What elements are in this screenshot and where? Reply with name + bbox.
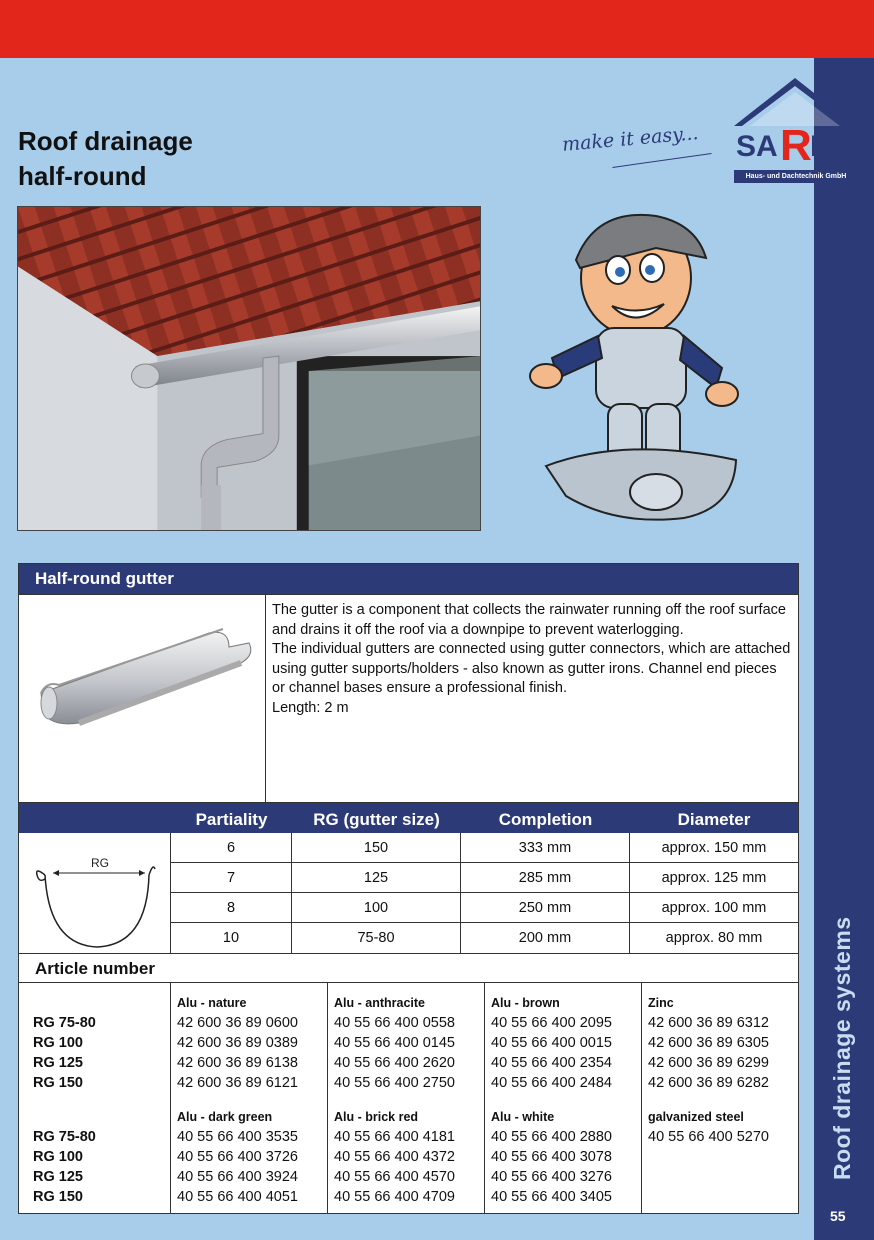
article-number: 42 600 36 89 6299 [648,1055,769,1071]
spec-completion: 333 mm [461,833,630,862]
article-number: 40 55 66 400 4181 [334,1129,455,1145]
article-number: 40 55 66 400 4051 [177,1189,298,1205]
article-column-4 [642,983,798,1213]
product-table [18,563,799,1214]
logo-text-right: EI [810,130,839,163]
article-number: 40 55 66 400 2354 [491,1055,612,1071]
slogan: make it easy... [561,122,700,156]
spec-rg: 150 [292,833,461,862]
article-number: 40 55 66 400 2620 [334,1055,455,1071]
article-number: 42 600 36 89 6305 [648,1035,769,1051]
title-line-1: Roof drainage [18,126,193,156]
diagram-label-rg: RG [91,856,109,870]
gutter-profile-diagram-cell [19,833,171,953]
variant-title: Alu - anthracite [334,996,425,1010]
article-number: 40 55 66 400 3405 [491,1189,612,1205]
logo-subtitle: Haus- und Dachtechnik GmbH [734,170,858,183]
article-size-column [19,983,171,1213]
article-number-header: Article number [19,953,798,983]
article-column-2 [328,983,485,1213]
article-number: 40 55 66 400 0015 [491,1035,612,1051]
article-column-1 [171,983,328,1213]
article-number: 42 600 36 89 6121 [177,1075,298,1091]
article-number: 42 600 36 89 0389 [177,1035,298,1051]
article-size: RG 100 [33,1035,83,1051]
spec-row [171,863,798,893]
article-number: 40 55 66 400 4570 [334,1169,455,1185]
article-number: 40 55 66 400 3078 [491,1149,612,1165]
gutter-header: Half-round gutter [19,564,798,594]
variant-title: galvanized steel [648,1110,744,1124]
spec-diameter: approx. 100 mm [661,900,767,916]
variant-title: Alu - dark green [177,1110,273,1124]
article-number: 40 55 66 400 3535 [177,1129,298,1145]
spec-header-completion: Completion [498,810,593,829]
title-line-2: half-round [18,161,147,191]
page-number: 55 [830,1208,846,1224]
gutter-description-para-2: The individual gutters are connected using gutter connectors, which are attached using gutter supports/holders - also known as gutter irons. Channel end pieces or channel bases ensure a professional finish. [272,641,791,696]
spec-diameter: approx. 150 mm [661,840,767,856]
article-number: 40 55 66 400 0558 [334,1015,455,1031]
spec-row [171,833,798,863]
article-number: 40 55 66 400 5270 [648,1129,769,1145]
article-number: 40 55 66 400 3924 [177,1169,298,1185]
mascot-illustration [506,208,746,533]
half-round-gutter-image [19,595,265,802]
spec-partiality: 8 [171,893,292,922]
article-number: 40 55 66 400 3276 [491,1169,612,1185]
article-number: 40 55 66 400 2750 [334,1075,455,1091]
gutter-length: Length: 2 m [272,699,349,716]
article-number: 42 600 36 89 6312 [648,1015,769,1031]
spec-header-partiality: Partiality [195,810,268,829]
article-number: 40 55 66 400 0145 [334,1035,455,1051]
article-size: RG 75-80 [33,1015,96,1031]
slogan-underline [612,153,711,168]
spec-completion: 285 mm [461,863,630,892]
article-number: 42 600 36 89 0600 [177,1015,298,1031]
article-number: 40 55 66 400 4372 [334,1149,455,1165]
article-size: RG 75-80 [33,1129,96,1145]
gutter-description [266,595,798,802]
article-column-3 [485,983,642,1213]
spec-header-rg: RG (gutter size) [313,810,440,829]
logo-text-mid: R [780,121,812,170]
logo-text-left: SA [736,130,778,163]
spec-diameter: approx. 80 mm [665,930,763,946]
spec-rows [171,833,798,953]
spec-rg: 75-80 [292,923,461,953]
gutter-description-row [19,594,798,802]
article-size: RG 125 [33,1169,83,1185]
spec-row [171,893,798,923]
gutter-image-cell [19,595,266,802]
side-title: Roof drainage systems [829,916,855,1180]
spec-diameter: approx. 125 mm [661,870,767,886]
spec-header-diameter: Diameter [677,810,751,829]
article-number: 40 55 66 400 2484 [491,1075,612,1091]
article-number: 40 55 66 400 2095 [491,1015,612,1031]
article-number: 42 600 36 89 6282 [648,1075,769,1091]
article-size: RG 125 [33,1055,83,1071]
gutter-description-para-1: The gutter is a component that collects the rainwater running off the roof surface and drains it off the roof via a downpipe to prevent waterlogging. [272,602,786,638]
variant-title: Zinc [648,996,674,1010]
spec-partiality: 6 [171,833,292,862]
roof-gutter-photo [17,206,481,531]
article-size: RG 150 [33,1075,83,1091]
article-number: 40 55 66 400 2880 [491,1129,612,1145]
spec-partiality: 7 [171,863,292,892]
variant-title: Alu - brick red [334,1110,419,1124]
spec-rg: 100 [292,893,461,922]
variant-title: Alu - brown [491,996,560,1010]
spec-rg: 125 [292,863,461,892]
spec-row [171,923,798,953]
page-title [18,124,193,194]
article-number: 42 600 36 89 6138 [177,1055,298,1071]
spec-completion: 200 mm [461,923,630,953]
spec-header-row [19,802,798,833]
top-red-bar [0,0,874,58]
gutter-profile-diagram [19,833,170,953]
spec-body [19,833,798,953]
logo-registered: ® [846,108,854,119]
spec-completion: 250 mm [461,893,630,922]
article-number-body [19,983,798,1213]
variant-title: Alu - white [491,1110,555,1124]
variant-title: Alu - nature [177,996,247,1010]
article-number: 40 55 66 400 3726 [177,1149,298,1165]
spec-partiality: 10 [171,923,292,953]
article-size: RG 100 [33,1149,83,1165]
article-size: RG 150 [33,1189,83,1205]
article-number: 40 55 66 400 4709 [334,1189,455,1205]
